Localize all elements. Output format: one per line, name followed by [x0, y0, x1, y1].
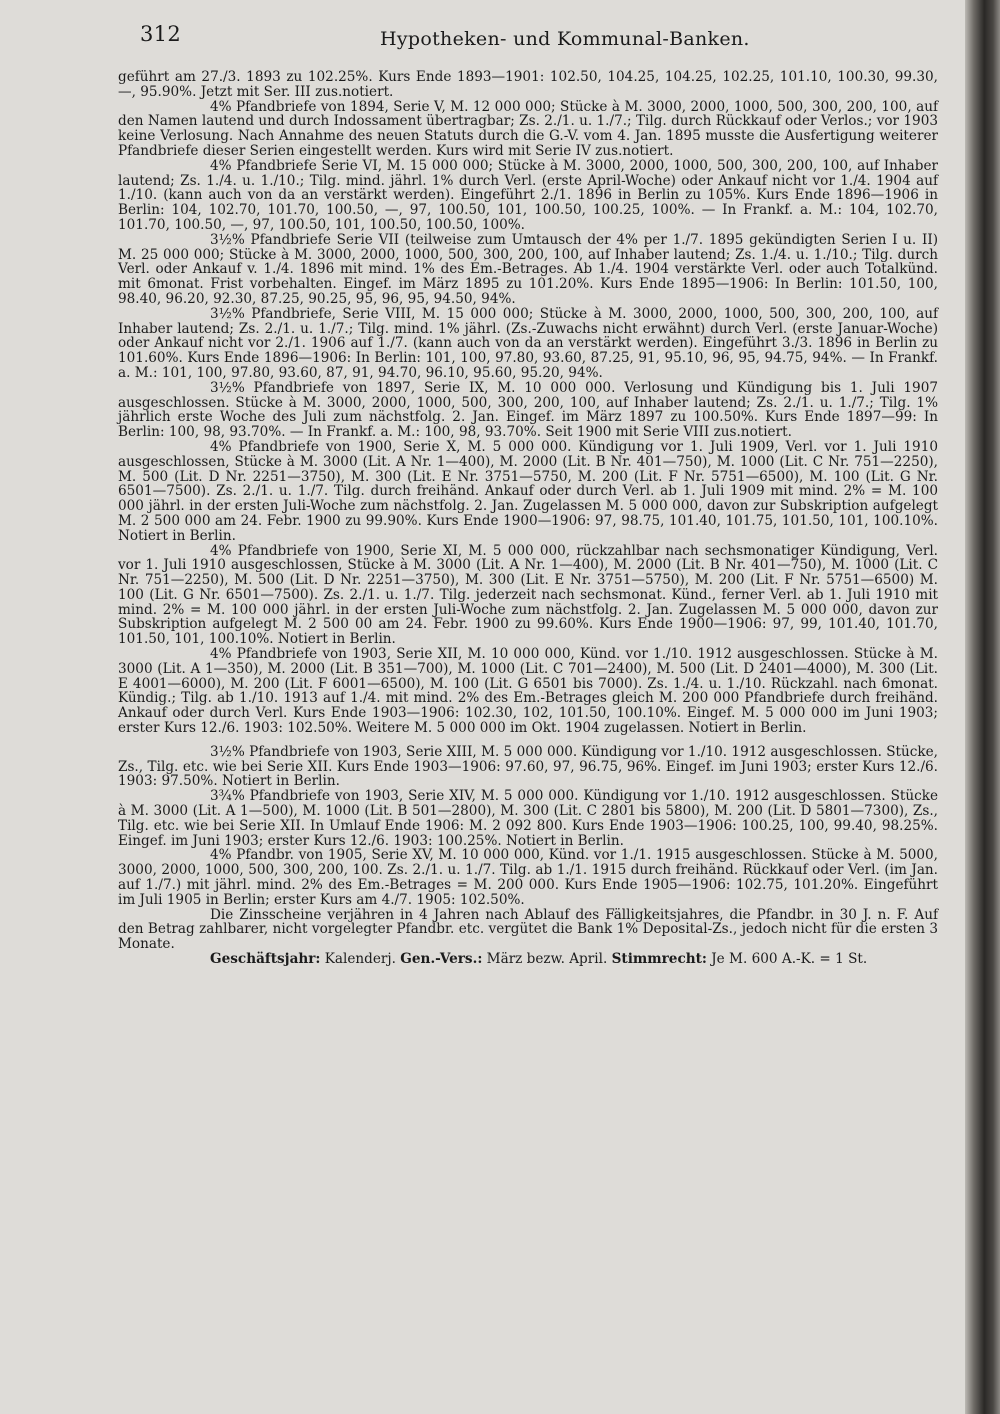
- paragraph: 3½% Pfandbriefe Serie VII (teilweise zum Umtausch der 4% per 1./7. 1895 gekündigten Serien I u. II) M. 25 000 000; Stücke à M. 3000, 2000, 1000, 500, 300, 200, 100, auf Inhaber lautend; Zs. 1./4. u. 1./10.; Tilg. durch Verl. oder Ankauf v. 1./4. 1896 mit mind. 1% des Em.-Betrages. Ab 1./4. 1904 verstärkte Verl. oder auch Totalkünd. mit 6monat. Frist vorbehalten. Eingef. im März 1895 zu 101.20%. Kurs Ende 1895—1906: In Berlin: 101.50, 100, 98.40, 96.20, 92.30, 87.25, 90.25, 95, 96, 95, 94.50, 94%.: [118, 231, 938, 307]
- paragraph: 3½% Pfandbriefe von 1897, Serie IX, M. 10 000 000. Verlosung und Kündigung bis 1. Juli 1907 ausgeschlossen. Stücke à M. 3000, 2000, 1000, 500, 300, 200, 100, auf Inhaber lautend; Zs. 2./1. u. 1./7.; Tilg. 1% jährlich erste Woche des Juli zum nächstfolg. 2. Jan. Eingef. im März 1897 zu 100.50%. Kurs Ende 1897—99: In Berlin: 100, 98, 93.70%. — In Frankf. a. M.: 100, 98, 93.70%. Seit 1900 mit Serie VIII zus.notiert.: [118, 379, 938, 441]
- body-text: [118, 70, 938, 967]
- paragraph: 3½% Pfandbriefe von 1903, Serie XIII, M. 5 000 000. Kündigung vor 1./10. 1912 ausgeschlossen. Stücke, Zs., Tilg. etc. wie bei Serie XII. Kurs Ende 1903—1906: 97.60, 97, 96.75, 96%. Eingef. im Juni 1903; erster Kurs 12./6. 1903: 97.50%. Notiert in Berlin.: [118, 743, 938, 790]
- footer-label-fiscal-year: Geschäftsjahr:: [210, 951, 321, 968]
- paragraph: 4% Pfandbriefe von 1894, Serie V, M. 12 000 000; Stücke à M. 3000, 2000, 1000, 500, 300, 200, 100, auf den Namen lautend und durch Indossament übertragbar; Zs. 2./1. u. 1./7.; Tilg. durch Rückkauf oder Verlos.; vor 1903 keine Verlosung. Nach Annahme des neuen Statuts durch die G.-V. vom 4. Jan. 1895 musste die Ausfertigung weiterer Pfandbriefe dieser Serien eingestellt werden. Kurs wird mit Serie IV zus.notiert.: [118, 98, 938, 159]
- paragraph: 3½% Pfandbriefe, Serie VIII, M. 15 000 000; Stücke à M. 3000, 2000, 1000, 500, 300, 200, 100, auf Inhaber lautend; Zs. 2./1. u. 1./7.; Tilg. mind. 1% jährl. (Zs.-Zuwachs nicht erwähnt) durch Verl. (erste Januar-Woche) oder Ankauf nicht vor 2./1. 1906 auf 1./7. (kann auch von da an verstärkt werden). Eingeführt 3./3. 1896 in Berlin zu 101.60%. Kurs Ende 1896—1906: In Berlin: 101, 100, 97.80, 93.60, 87.25, 91, 95.10, 96, 95, 94.75, 94%. — In Frankf. a. M.: 101, 100, 97.80, 93.60, 87, 91, 94.70, 96.10, 95.60, 95.20, 94%.: [118, 305, 938, 381]
- paragraph: Die Zinsscheine verjähren in 4 Jahren nach Ablauf des Fälligkeitsjahres, die Pfandbr. in 30 J. n. F. Auf den Betrag zahlbarer, nicht vorgelegter Pfandbr. etc. vergütet die Bank 1% Deposital-Zs., jedoch nicht für die ersten 3 Monate.: [118, 906, 938, 953]
- page-header: [140, 22, 940, 52]
- paragraph: 4% Pfandbriefe von 1900, Serie X, M. 5 000 000. Kündigung vor 1. Juli 1909, Verl. vor 1. Juli 1910 ausgeschlossen, Stücke à M. 3000 (Lit. A Nr. 1—400), M. 2000 (Lit. B Nr. 401—750), M. 1000 (Lit. C Nr. 751—2250), M. 500 (Lit. D Nr. 2251—3750), M. 300 (Lit. E Nr. 3751—5750, M. 200 (Lit. F Nr. 5751—6500), M. 100 (Lit. G Nr. 6501—7500). Zs. 2./1. u. 1./7. Tilg. durch freihänd. Ankauf oder durch Verl. ab 1. Juli 1909 mit mind. 2% = M. 100 000 jährl. in der ersten Juli-Woche zum nächstfolg. 2. Jan. Zugelassen M. 5 000 000, davon zur Subskription aufgelegt M. 2 500 000 am 24. Febr. 1900 zu 99.90%. Kurs Ende 1900—1906: 97, 98.75, 101.40, 101.75, 101.50, 101, 100.10%. Notiert in Berlin.: [118, 438, 938, 544]
- paragraph: 4% Pfandbriefe von 1900, Serie XI, M. 5 000 000, rückzahlbar nach sechsmonatiger Kündigung, Verl. vor 1. Juli 1910 ausgeschlossen, Stücke à M. 3000 (Lit. A Nr. 1—400), M. 2000 (Lit. B Nr. 401—750), M. 1000 (Lit. C Nr. 751—2250), M. 500 (Lit. D Nr. 2251—3750), M. 300 (Lit. E Nr. 3751—5750), M. 200 (Lit. F Nr. 5751—6500) M. 100 (Lit. G Nr. 6501—7500). Zs. 2./1. u. 1./7. Tilg. jederzeit nach sechsmonat. Künd., ferner Verl. ab 1. Juli 1910 mit mind. 2% = M. 100 000 jährl. in der ersten Juli-Woche zum nächstfolg. 2. Jan. Zugelassen M. 5 000 000, davon zur Subskription aufgelegt M. 2 500 00 am 24. Febr. 1900 zu 99.60%. Kurs Ende 1900—1906: 97, 99, 101.40, 101.70, 101.50, 101, 100.10%. Notiert in Berlin.: [118, 542, 938, 648]
- paragraph: 4% Pfandbriefe Serie VI, M. 15 000 000; Stücke à M. 3000, 2000, 1000, 500, 300, 200, 100, auf Inhaber lautend; Zs. 1./4. u. 1./10.; Tilg. mind. jährl. 1% durch Verl. (erste April-Woche) oder Ankauf nicht vor 1./4. 1904 auf 1./10. (kann auch von da an verstärkt werden). Eingeführt 2./1. 1896 in Berlin zu 105%. Kurs Ende 1896—1906 in Berlin: 104, 102.70, 101.70, 100.50, —, 97, 100.50, 101, 100.50, 100.25, 100%. — In Frankf. a. M.: 104, 102.70, 101.70, 100.50, —, 97, 100.50, 101, 100.50, 100.50, 100%.: [118, 157, 938, 233]
- footer-text-fiscal-year: Kalenderj.: [320, 951, 401, 968]
- running-title: Hypotheken- und Kommunal-Banken.: [380, 28, 750, 50]
- page-number: 312: [140, 22, 181, 46]
- footer-line: [118, 952, 938, 967]
- paragraph: 4% Pfandbr. von 1905, Serie XV, M. 10 000 000, Künd. vor 1./1. 1915 ausgeschlossen. Stücke à M. 5000, 3000, 2000, 1000, 500, 300, 200, 100. Zs. 2./1. u. 1./7. Tilg. ab 1./1. 1915 durch freihänd. Rückkauf oder Verl. (im Jan. auf 1./7.) mit jährl. mind. 2% des Em.-Betrages = M. 200 000. Kurs Ende 1905—1906: 102.75, 101.20%. Eingeführt im Juli 1905 in Berlin; erster Kurs am 4./7. 1905: 102.50%.: [118, 847, 938, 908]
- paragraph: 3¾% Pfandbriefe von 1903, Serie XIV, M. 5 000 000. Kündigung vor 1./10. 1912 ausgeschlossen. Stücke à M. 3000 (Lit. A 1—500), M. 1000 (Lit. B 501—2800), M. 300 (Lit. C 2801 bis 5800), M. 200 (Lit. D 5801—7300), Zs., Tilg. etc. wie bei Serie XII. In Umlauf Ende 1906: M. 2 092 800. Kurs Ende 1903—1906: 100.25, 100, 99.40, 98.25%. Eingef. im Juni 1903; erster Kurs 12./6. 1903: 100.25%. Notiert in Berlin.: [118, 788, 938, 849]
- footer-label-general-meeting: Gen.-Vers.:: [400, 951, 483, 968]
- paragraph: geführt am 27./3. 1893 zu 102.25%. Kurs Ende 1893—1901: 102.50, 104.25, 104.25, 102.25, 101.10, 100.30, 99.30, —, 95.90%. Jetzt mit Ser. III zus.notiert.: [118, 69, 938, 100]
- footer-text-general-meeting: März bezw. April.: [482, 951, 612, 968]
- footer-text-voting-right: Je M. 600 A.-K. = 1 St.: [706, 951, 868, 968]
- book-binding-edge: [965, 0, 1000, 1414]
- paragraph: 4% Pfandbriefe von 1903, Serie XII, M. 10 000 000, Künd. vor 1./10. 1912 ausgeschlossen. Stücke à M. 3000 (Lit. A 1—350), M. 2000 (Lit. B 351—700), M. 1000 (Lit. C 701—2400), M. 500 (Lit. D 2401—4000), M. 300 (Lit. E 4001—6000), M. 200 (Lit. F 6001—6500), M. 100 (Lit. G 6501 bis 7000). Zs. 1./4. u. 1./10. Rückzahl. nach 6monat. Kündig.; Tilg. ab 1./10. 1913 auf 1./4. mit mind. 2% des Em.-Betrages gleich M. 200 000 Pfandbriefe durch freihänd. Ankauf oder durch Verl. Kurs Ende 1903—1906: 102.30, 102, 101.50, 100.10%. Eingef. M. 5 000 000 im Juni 1903; erster Kurs 12./6. 1903: 102.50%. Weitere M. 5 000 000 im Okt. 1904 zugelassen. Notiert in Berlin.: [118, 646, 938, 737]
- footer-label-voting-right: Stimmrecht:: [611, 951, 707, 968]
